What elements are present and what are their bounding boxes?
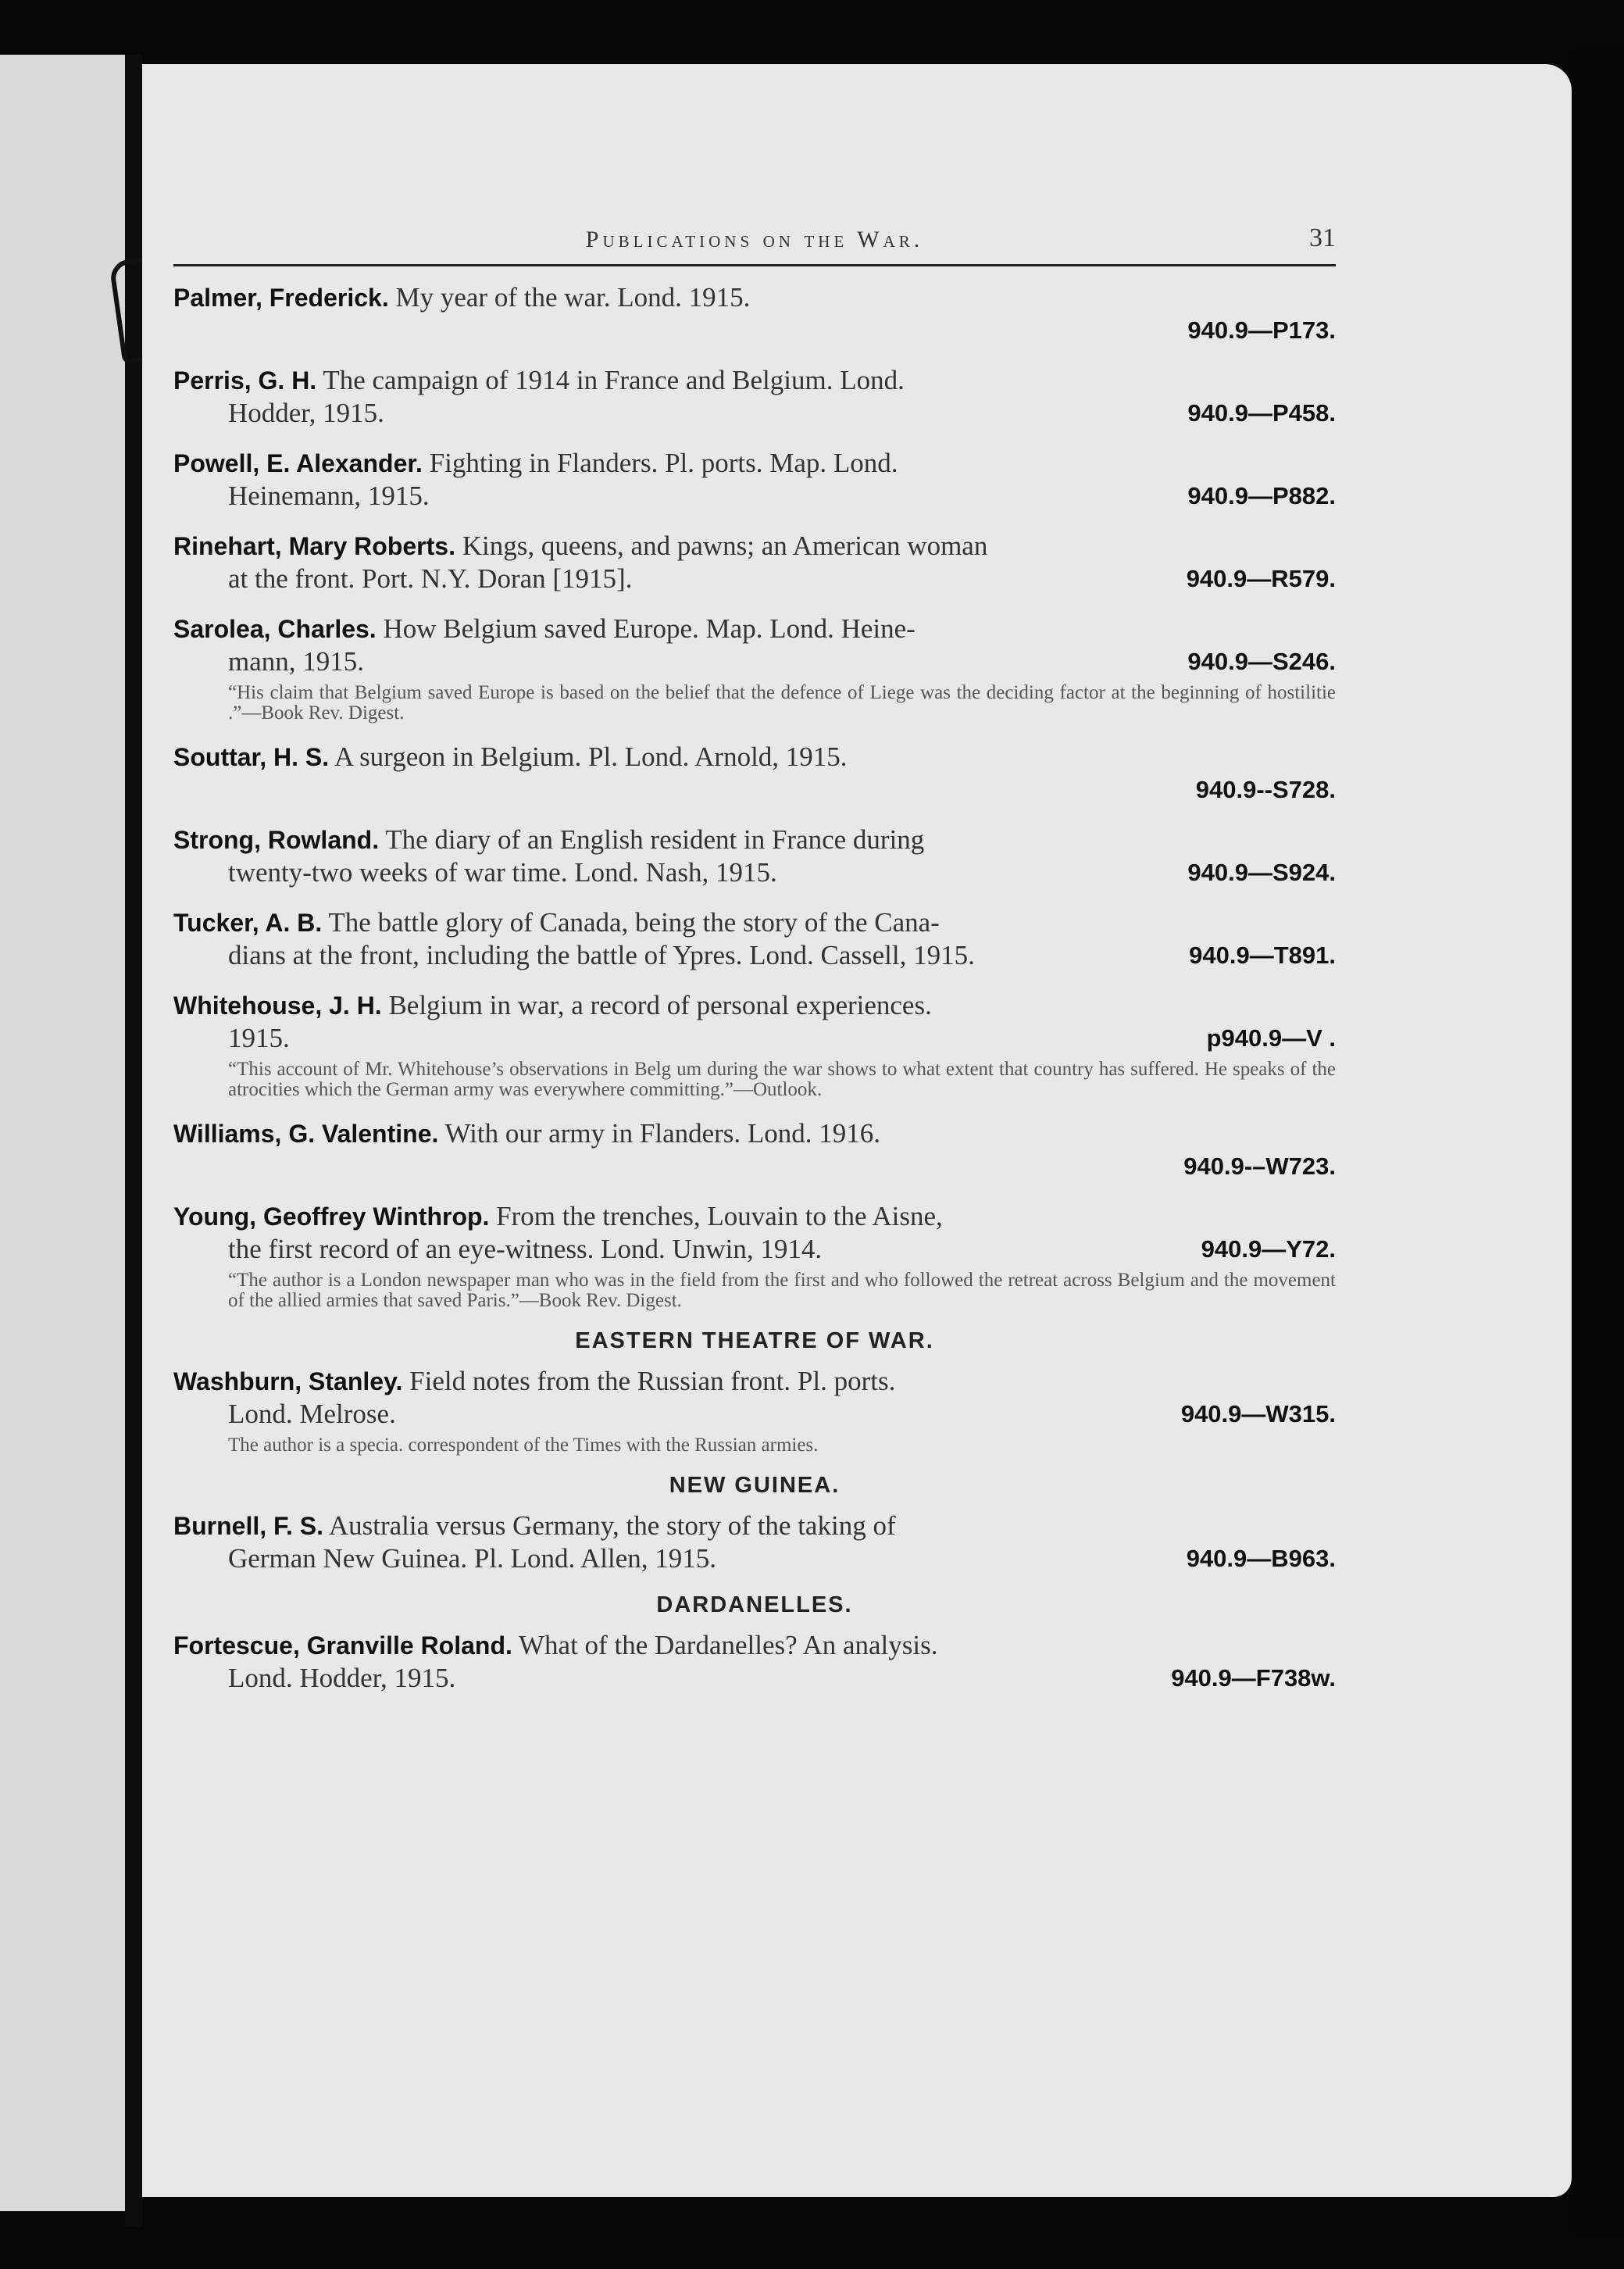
entry-author: Williams, G. Valentine. — [173, 1120, 439, 1148]
entry-author: Washburn, Stanley. — [173, 1367, 403, 1395]
page-number: 31 — [1309, 223, 1336, 252]
bib-entry — [173, 906, 1336, 972]
bib-entry — [173, 613, 1336, 724]
entry-call-line — [173, 939, 1336, 972]
entry-author: Powell, E. Alexander. — [173, 449, 423, 477]
entry-call-line — [173, 645, 1336, 678]
call-number: 940.9—Y72. — [1201, 1235, 1336, 1263]
bib-entry — [173, 824, 1336, 889]
entry-annotation: “This account of Mr. Whitehouse’s observations in Belg um during the war shows to what extent that country has suffered. He speaks of the atrocities which the German army was everywhere committing.”—Outlook. — [228, 1059, 1336, 1100]
entry-first-line — [173, 364, 1336, 397]
call-number: 940.9—B963. — [1186, 1545, 1336, 1572]
entry-title: How Belgium saved Europe. Map. Lond. Heine- — [383, 613, 916, 644]
entry-annotation: The author is a specia. correspondent of the Times with the Russian armies. — [228, 1435, 819, 1456]
entry-author: Fortescue, Granville Roland. — [173, 1631, 512, 1660]
entry-call-line — [173, 1150, 1336, 1183]
bib-entry — [173, 1510, 1336, 1575]
bib-entry — [173, 1117, 1336, 1183]
entry-first-line — [173, 989, 1336, 1022]
entry-author: Young, Geoffrey Winthrop. — [173, 1202, 490, 1231]
call-number: 940.9--S728. — [1195, 776, 1336, 803]
call-number: 940.9-–W723. — [1183, 1152, 1336, 1180]
entry-title: Belgium in war, a record of personal experiences. — [388, 990, 932, 1020]
entry-title: The campaign of 1914 in France and Belgium. Lond. — [323, 365, 905, 395]
entry-first-line — [173, 906, 1336, 939]
call-number: 940.9—P458. — [1187, 399, 1336, 427]
call-number: 940.9—P173. — [1187, 316, 1336, 344]
call-number: 940.9—F738w. — [1171, 1664, 1336, 1692]
entry-call-line — [173, 1022, 1336, 1055]
entry-author: Perris, G. H. — [173, 366, 317, 395]
entry-title: A surgeon in Belgium. Pl. Lond. Arnold, 1915. — [334, 741, 848, 772]
entry-imprint: the first record of an eye-witness. Lond. Unwin, 1914. — [228, 1234, 823, 1264]
entry-first-line — [173, 824, 1336, 856]
entry-title: With our army in Flanders. Lond. 1916. — [444, 1118, 881, 1149]
entry-first-line — [173, 613, 1336, 645]
entry-title: The battle glory of Canada, being the story of the Cana- — [328, 907, 940, 938]
entry-author: Palmer, Frederick. — [173, 284, 389, 312]
section-heading: EASTERN THEATRE OF WAR. — [575, 1328, 934, 1353]
entry-imprint: 1915. — [228, 1023, 290, 1053]
entry-author: Rinehart, Mary Roberts. — [173, 532, 455, 560]
entry-imprint: Hodder, 1915. — [228, 398, 384, 428]
bib-entry — [173, 447, 1336, 513]
entry-call-line — [173, 1662, 1336, 1695]
entry-first-line — [173, 447, 1336, 480]
entry-title: Field notes from the Russian front. Pl. ports. — [409, 1366, 896, 1396]
entry-call-line — [173, 397, 1336, 430]
entry-title: Fighting in Flanders. Pl. ports. Map. Lond. — [429, 448, 898, 478]
entry-call-line — [173, 480, 1336, 513]
entry-call-line — [173, 774, 1336, 806]
call-number: 940.9—W315. — [1180, 1400, 1336, 1428]
entry-author: Whitehouse, J. H. — [173, 992, 382, 1020]
bib-entry — [173, 281, 1336, 347]
section-heading: DARDANELLES. — [656, 1592, 853, 1617]
bib-entry — [173, 364, 1336, 430]
entry-first-line — [173, 1365, 1336, 1398]
page-header — [173, 209, 1336, 266]
entry-call-line — [173, 563, 1336, 595]
entry-imprint: twenty-two weeks of war time. Lond. Nash, 1915. — [228, 857, 777, 888]
entry-imprint: at the front. Port. N.Y. Doran [1915]. — [228, 563, 633, 594]
call-number: 940.9—P882. — [1187, 482, 1336, 509]
entry-imprint: Lond. Hodder, 1915. — [228, 1663, 456, 1693]
entry-title: Australia versus Germany, the story of the taking of — [328, 1510, 896, 1541]
adjacent-page-edge — [0, 55, 125, 2211]
entry-annotation: “His claim that Belgium saved Europe is based on the belief that the defence of Liege was the deciding factor at the beginning of hostilitie .”—Book Rev. Digest. — [228, 682, 1336, 724]
call-number: 940.9—S246. — [1187, 648, 1336, 675]
entry-imprint: mann, 1915. — [228, 646, 365, 677]
entry-author: Tucker, A. B. — [173, 909, 323, 937]
entry-author: Sarolea, Charles. — [173, 615, 377, 643]
section-heading: NEW GUINEA. — [669, 1473, 841, 1498]
bib-entry — [173, 530, 1336, 595]
bib-entry — [173, 989, 1336, 1100]
entry-author: Souttar, H. S. — [173, 743, 330, 771]
entry-call-line — [173, 1398, 1336, 1431]
book-spine — [125, 55, 142, 2227]
entry-call-line — [173, 856, 1336, 889]
entry-imprint: Heinemann, 1915. — [228, 481, 430, 511]
entry-call-line — [173, 1542, 1336, 1575]
entry-first-line — [173, 1510, 1336, 1542]
entry-title: Kings, queens, and pawns; an American woman — [462, 531, 988, 561]
entry-call-line — [173, 314, 1336, 347]
entry-title: What of the Dardanelles? An analysis. — [519, 1630, 938, 1660]
call-number: 940.9—T891. — [1189, 942, 1336, 969]
bib-entry — [173, 1365, 1336, 1456]
entry-imprint: dians at the front, including the battle of Ypres. Lond. Cassell, 1915. — [228, 940, 975, 970]
entry-first-line — [173, 530, 1336, 563]
bib-entry — [173, 741, 1336, 806]
entry-first-line — [173, 741, 1336, 774]
entry-author: Strong, Rowland. — [173, 826, 380, 854]
entry-call-line — [173, 1233, 1336, 1266]
entry-imprint: German New Guinea. Pl. Lond. Allen, 1915. — [228, 1543, 717, 1574]
entry-author: Burnell, F. S. — [173, 1512, 324, 1540]
entry-annotation: “The author is a London newspaper man who was in the field from the first and who followed the retreat across Belgium and the movement of the allied armies that saved Paris.”—Book Rev. Digest. — [228, 1270, 1336, 1311]
entry-first-line — [173, 1117, 1336, 1150]
bib-entry — [173, 1629, 1336, 1695]
entry-imprint: Lond. Melrose. — [228, 1399, 396, 1429]
call-number: p940.9—V . — [1206, 1024, 1336, 1052]
bib-entry — [173, 1200, 1336, 1311]
entry-first-line — [173, 1629, 1336, 1662]
running-head: Publications on the War. — [585, 227, 924, 252]
entry-first-line — [173, 1200, 1336, 1233]
entry-title: From the trenches, Louvain to the Aisne, — [496, 1201, 943, 1231]
entry-title: The diary of an English resident in France during — [385, 824, 925, 855]
entry-title: My year of the war. Lond. 1915. — [395, 282, 751, 313]
bibliography-list — [173, 281, 1336, 1712]
call-number: 940.9—S924. — [1187, 859, 1336, 886]
entry-first-line — [173, 281, 1336, 314]
background-edge — [1572, 47, 1624, 2235]
call-number: 940.9—R579. — [1186, 565, 1336, 592]
